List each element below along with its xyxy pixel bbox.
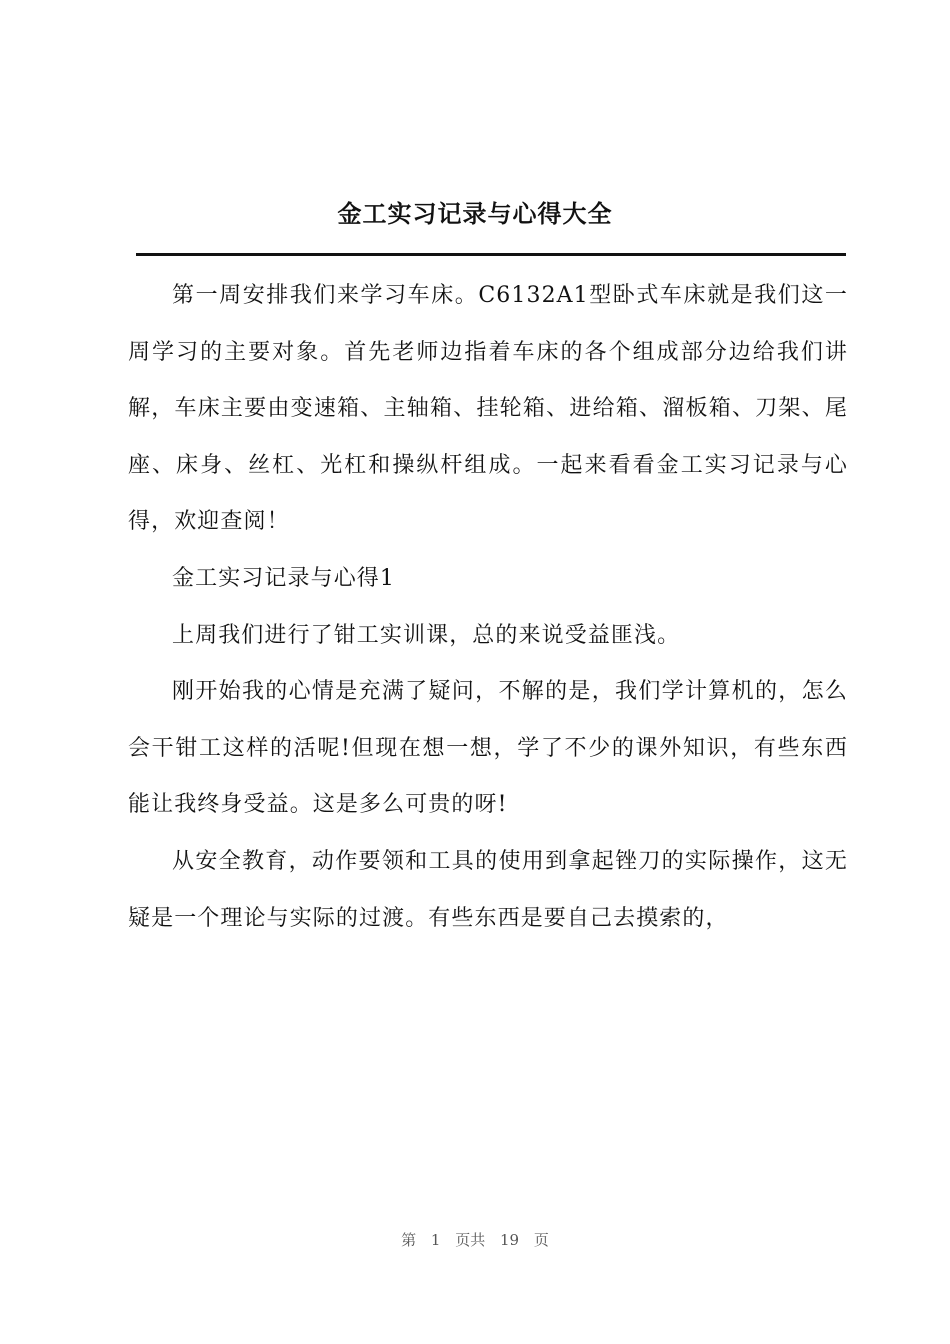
paragraph-intro: 第一周安排我们来学习车床。C6132A1型卧式车床就是我们这一周学习的主要对象。首先老师边指着车床的各个组成部分边给我们讲解，车床主要由变速箱、主轴箱、挂轮箱、进给箱、溜板箱、刀架、尾座、床身、丝杠、光杠和操纵杆组成。一起来看看金工实习记录与心得，欢迎查阅！ [128, 283, 848, 535]
paragraph: 刚开始我的心情是充满了疑问，不解的是，我们学计算机的，怎么会干钳工这样的活呢!但现在想一想，学了不少的课外知识，有些东西能让我终身受益。这是多么可贵的呀! [128, 679, 848, 818]
section-heading: 金工实习记录与心得1 [172, 565, 395, 591]
paragraph: 从安全教育，动作要领和工具的使用到拿起锉刀的实际操作，这无疑是一个理论与实际的过渡。有些东西是要自己去摸索的， [128, 848, 848, 931]
title-underline [136, 253, 846, 256]
document-body [128, 268, 848, 947]
paragraph: 上周我们进行了钳工实训课，总的来说受益匪浅。 [172, 622, 681, 648]
page-number-footer: 第 1 页共 19 页 [401, 1231, 549, 1249]
document-title: 金工实习记录与心得大全 [337, 199, 613, 228]
